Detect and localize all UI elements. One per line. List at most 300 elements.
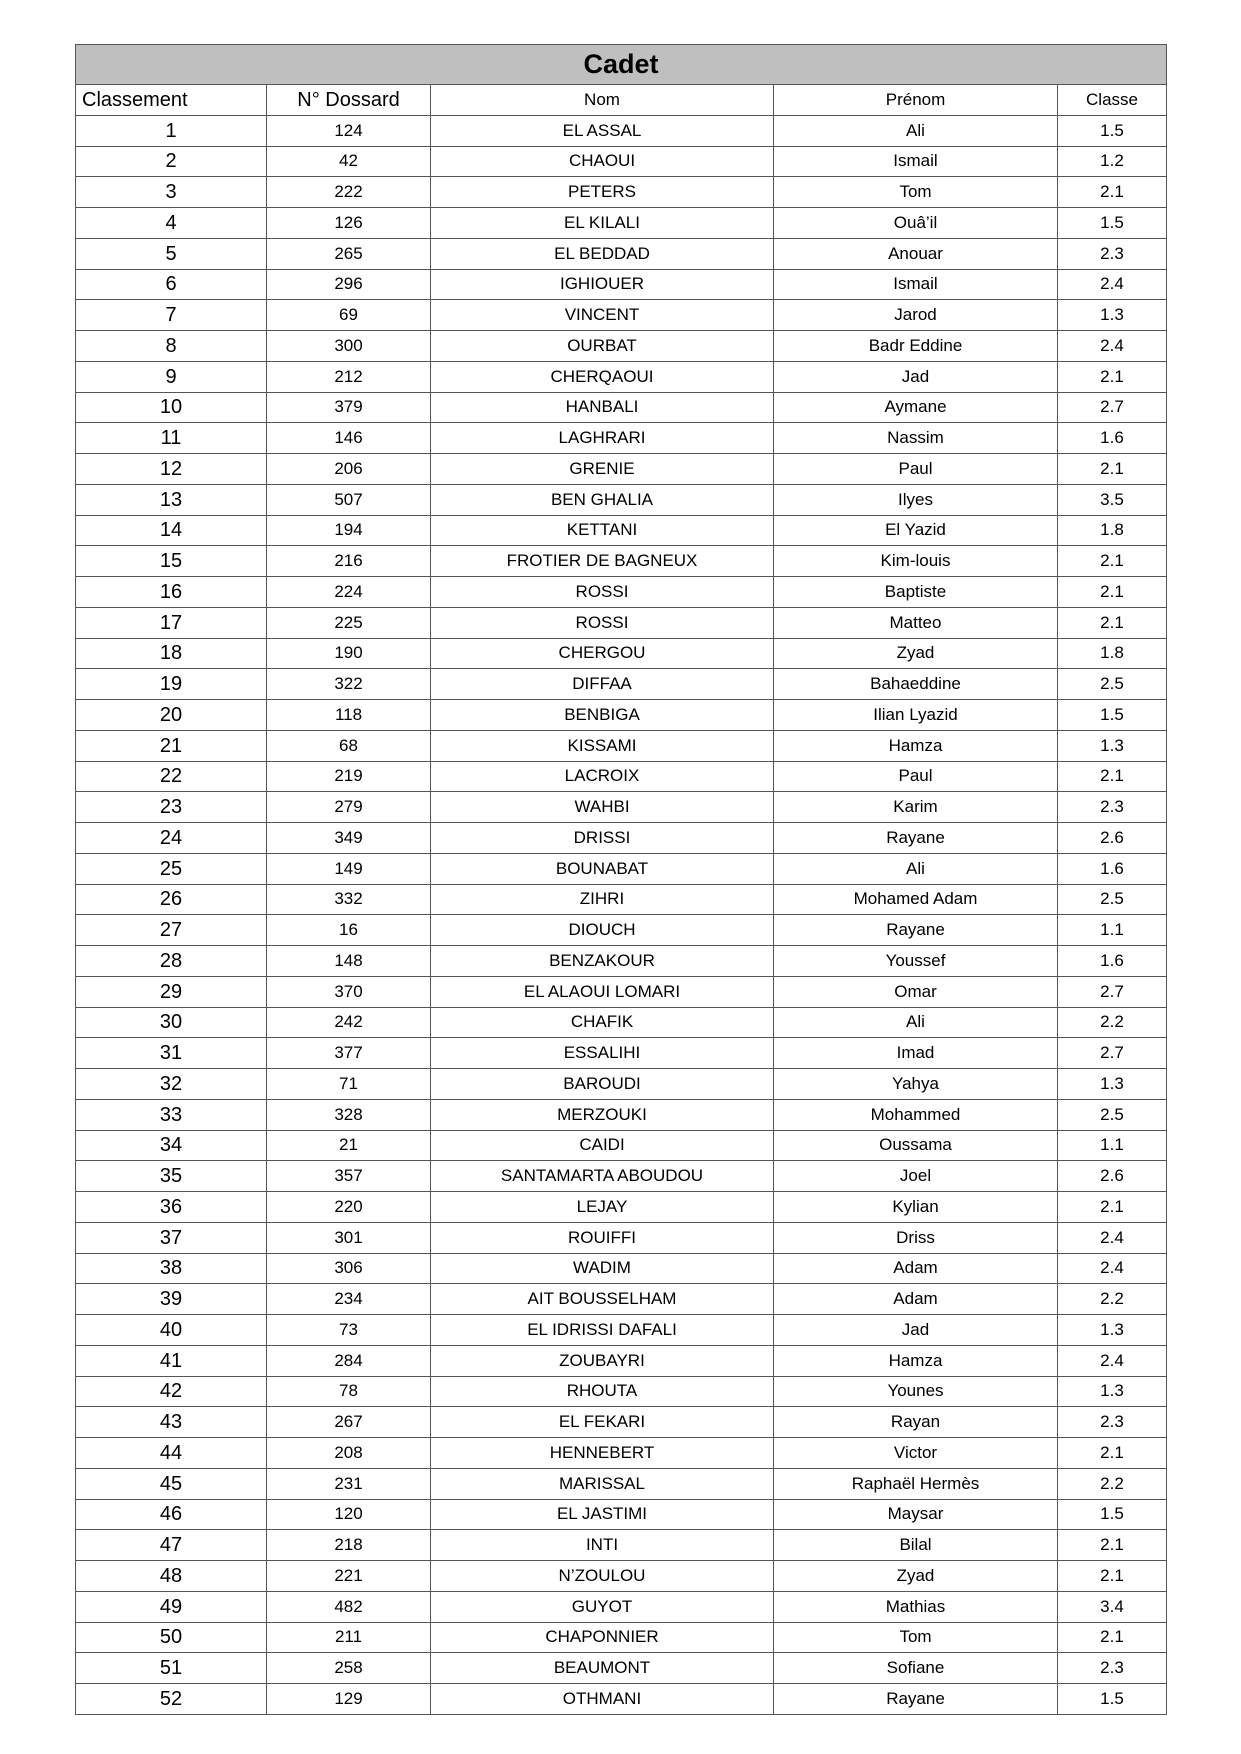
table-row — [76, 1007, 1167, 1038]
table-row — [76, 730, 1167, 761]
cell-last-name: ROSSI — [431, 577, 774, 608]
cell-rank: 13 — [76, 484, 267, 515]
cell-first-name: Maysar — [774, 1499, 1058, 1530]
cell-last-name: VINCENT — [431, 300, 774, 331]
cell-bib: 129 — [267, 1684, 431, 1715]
table-row — [76, 1376, 1167, 1407]
cell-last-name: GRENIE — [431, 454, 774, 485]
table-row — [76, 515, 1167, 546]
cell-first-name: Kylian — [774, 1192, 1058, 1223]
cell-bib: 507 — [267, 484, 431, 515]
cell-last-name: EL KILALI — [431, 208, 774, 239]
cell-last-name: CHERGOU — [431, 638, 774, 669]
cell-bib: 149 — [267, 853, 431, 884]
cell-bib: 279 — [267, 792, 431, 823]
cell-bib: 224 — [267, 577, 431, 608]
table-row — [76, 1684, 1167, 1715]
cell-first-name: Kim-louis — [774, 546, 1058, 577]
cell-rank: 50 — [76, 1622, 267, 1653]
cell-bib: 146 — [267, 423, 431, 454]
table-row — [76, 1468, 1167, 1499]
cell-rank: 33 — [76, 1099, 267, 1130]
cell-class: 2.1 — [1058, 361, 1167, 392]
cell-class: 1.3 — [1058, 1376, 1167, 1407]
cell-rank: 10 — [76, 392, 267, 423]
cell-first-name: Oussama — [774, 1130, 1058, 1161]
cell-rank: 14 — [76, 515, 267, 546]
cell-rank: 27 — [76, 915, 267, 946]
cell-last-name: ROUIFFI — [431, 1222, 774, 1253]
cell-last-name: BOUNABAT — [431, 853, 774, 884]
cell-rank: 47 — [76, 1530, 267, 1561]
cell-class: 2.1 — [1058, 761, 1167, 792]
cell-rank: 25 — [76, 853, 267, 884]
cell-rank: 2 — [76, 146, 267, 177]
cell-class: 1.5 — [1058, 700, 1167, 731]
cell-class: 2.1 — [1058, 1192, 1167, 1223]
cell-last-name: EL ALAOUI LOMARI — [431, 976, 774, 1007]
cell-last-name: CHAPONNIER — [431, 1622, 774, 1653]
cell-last-name: BEN GHALIA — [431, 484, 774, 515]
cell-rank: 11 — [76, 423, 267, 454]
cell-bib: 206 — [267, 454, 431, 485]
cell-first-name: Ismail — [774, 146, 1058, 177]
cell-class: 1.5 — [1058, 1684, 1167, 1715]
table-row — [76, 115, 1167, 146]
cell-rank: 17 — [76, 607, 267, 638]
cell-last-name: AIT BOUSSELHAM — [431, 1284, 774, 1315]
cell-last-name: MERZOUKI — [431, 1099, 774, 1130]
cell-rank: 41 — [76, 1345, 267, 1376]
cell-last-name: ESSALIHI — [431, 1038, 774, 1069]
cell-class: 2.1 — [1058, 1561, 1167, 1592]
table-row — [76, 823, 1167, 854]
cell-bib: 148 — [267, 946, 431, 977]
header-bib: N° Dossard — [267, 85, 431, 116]
cell-bib: 234 — [267, 1284, 431, 1315]
cell-class: 1.1 — [1058, 915, 1167, 946]
cell-first-name: Imad — [774, 1038, 1058, 1069]
cell-first-name: Paul — [774, 761, 1058, 792]
cell-first-name: Ali — [774, 115, 1058, 146]
cell-class: 2.4 — [1058, 1222, 1167, 1253]
cell-class: 2.4 — [1058, 1345, 1167, 1376]
cell-bib: 218 — [267, 1530, 431, 1561]
table-row — [76, 700, 1167, 731]
cell-class: 2.1 — [1058, 546, 1167, 577]
cell-last-name: CAIDI — [431, 1130, 774, 1161]
cell-bib: 21 — [267, 1130, 431, 1161]
cell-first-name: Youssef — [774, 946, 1058, 977]
cell-first-name: Mohammed — [774, 1099, 1058, 1130]
cell-first-name: Bahaeddine — [774, 669, 1058, 700]
table-row — [76, 238, 1167, 269]
cell-first-name: Paul — [774, 454, 1058, 485]
cell-bib: 300 — [267, 331, 431, 362]
cell-class: 1.3 — [1058, 1069, 1167, 1100]
cell-last-name: IGHIOUER — [431, 269, 774, 300]
cell-bib: 16 — [267, 915, 431, 946]
table-row — [76, 946, 1167, 977]
cell-first-name: Omar — [774, 976, 1058, 1007]
table-row — [76, 1099, 1167, 1130]
cell-bib: 120 — [267, 1499, 431, 1530]
cell-class: 1.1 — [1058, 1130, 1167, 1161]
cell-first-name: Badr Eddine — [774, 331, 1058, 362]
table-row — [76, 884, 1167, 915]
cell-class: 1.3 — [1058, 300, 1167, 331]
cell-first-name: Jad — [774, 361, 1058, 392]
table-row — [76, 577, 1167, 608]
cell-first-name: Baptiste — [774, 577, 1058, 608]
cell-rank: 35 — [76, 1161, 267, 1192]
table-row — [76, 792, 1167, 823]
cell-bib: 42 — [267, 146, 431, 177]
cell-class: 1.8 — [1058, 638, 1167, 669]
cell-first-name: Victor — [774, 1438, 1058, 1469]
cell-last-name: INTI — [431, 1530, 774, 1561]
header-row — [76, 85, 1167, 116]
cell-last-name: CHERQAOUI — [431, 361, 774, 392]
cell-rank: 5 — [76, 238, 267, 269]
cell-class: 3.4 — [1058, 1591, 1167, 1622]
table-row — [76, 1591, 1167, 1622]
table-row — [76, 1038, 1167, 1069]
cell-last-name: KISSAMI — [431, 730, 774, 761]
cell-last-name: GUYOT — [431, 1591, 774, 1622]
table-row — [76, 1315, 1167, 1346]
cell-class: 1.6 — [1058, 423, 1167, 454]
cell-rank: 12 — [76, 454, 267, 485]
cell-class: 1.8 — [1058, 515, 1167, 546]
table-row — [76, 976, 1167, 1007]
cell-last-name: RHOUTA — [431, 1376, 774, 1407]
cell-bib: 349 — [267, 823, 431, 854]
cell-class: 2.7 — [1058, 976, 1167, 1007]
table-row — [76, 1192, 1167, 1223]
cell-last-name: BEAUMONT — [431, 1653, 774, 1684]
cell-last-name: DRISSI — [431, 823, 774, 854]
cell-class: 2.1 — [1058, 1622, 1167, 1653]
cell-bib: 377 — [267, 1038, 431, 1069]
cell-bib: 71 — [267, 1069, 431, 1100]
cell-bib: 216 — [267, 546, 431, 577]
cell-bib: 208 — [267, 1438, 431, 1469]
table-row — [76, 1530, 1167, 1561]
cell-rank: 31 — [76, 1038, 267, 1069]
table-row — [76, 1222, 1167, 1253]
cell-bib: 219 — [267, 761, 431, 792]
cell-first-name: Joel — [774, 1161, 1058, 1192]
cell-class: 1.5 — [1058, 1499, 1167, 1530]
cell-class: 2.3 — [1058, 1653, 1167, 1684]
cell-class: 2.1 — [1058, 1438, 1167, 1469]
cell-first-name: Mohamed Adam — [774, 884, 1058, 915]
cell-bib: 126 — [267, 208, 431, 239]
cell-rank: 26 — [76, 884, 267, 915]
cell-first-name: El Yazid — [774, 515, 1058, 546]
cell-rank: 8 — [76, 331, 267, 362]
table-row — [76, 454, 1167, 485]
cell-bib: 306 — [267, 1253, 431, 1284]
cell-first-name: Younes — [774, 1376, 1058, 1407]
cell-rank: 28 — [76, 946, 267, 977]
cell-bib: 221 — [267, 1561, 431, 1592]
cell-rank: 9 — [76, 361, 267, 392]
cell-last-name: HANBALI — [431, 392, 774, 423]
cell-first-name: Driss — [774, 1222, 1058, 1253]
cell-class: 2.1 — [1058, 607, 1167, 638]
cell-bib: 357 — [267, 1161, 431, 1192]
cell-class: 2.4 — [1058, 1253, 1167, 1284]
cell-rank: 18 — [76, 638, 267, 669]
cell-rank: 37 — [76, 1222, 267, 1253]
cell-rank: 15 — [76, 546, 267, 577]
cell-bib: 328 — [267, 1099, 431, 1130]
cell-rank: 32 — [76, 1069, 267, 1100]
cell-bib: 265 — [267, 238, 431, 269]
cell-last-name: MARISSAL — [431, 1468, 774, 1499]
cell-class: 2.1 — [1058, 177, 1167, 208]
cell-rank: 39 — [76, 1284, 267, 1315]
table-row — [76, 1622, 1167, 1653]
cell-bib: 370 — [267, 976, 431, 1007]
cell-last-name: OURBAT — [431, 331, 774, 362]
cell-first-name: Adam — [774, 1284, 1058, 1315]
cell-last-name: HENNEBERT — [431, 1438, 774, 1469]
cell-last-name: BENBIGA — [431, 700, 774, 731]
table-row — [76, 146, 1167, 177]
cell-first-name: Tom — [774, 177, 1058, 208]
header-first-name: Prénom — [774, 85, 1058, 116]
cell-bib: 296 — [267, 269, 431, 300]
cell-bib: 322 — [267, 669, 431, 700]
cell-last-name: BAROUDI — [431, 1069, 774, 1100]
cell-class: 2.6 — [1058, 1161, 1167, 1192]
cell-last-name: LAGHRARI — [431, 423, 774, 454]
cell-last-name: ZOUBAYRI — [431, 1345, 774, 1376]
cell-bib: 73 — [267, 1315, 431, 1346]
cell-last-name: FROTIER DE BAGNEUX — [431, 546, 774, 577]
cell-first-name: Adam — [774, 1253, 1058, 1284]
table-row — [76, 1653, 1167, 1684]
table-row — [76, 1284, 1167, 1315]
cell-rank: 45 — [76, 1468, 267, 1499]
cell-rank: 6 — [76, 269, 267, 300]
cell-class: 2.2 — [1058, 1468, 1167, 1499]
cell-class: 2.6 — [1058, 823, 1167, 854]
table-row — [76, 269, 1167, 300]
cell-first-name: Anouar — [774, 238, 1058, 269]
cell-last-name: ZIHRI — [431, 884, 774, 915]
cell-last-name: EL BEDDAD — [431, 238, 774, 269]
table-row — [76, 1161, 1167, 1192]
cell-first-name: Rayane — [774, 823, 1058, 854]
header-last-name: Nom — [431, 85, 774, 116]
cell-rank: 44 — [76, 1438, 267, 1469]
table-row — [76, 1438, 1167, 1469]
cell-rank: 51 — [76, 1653, 267, 1684]
table-title: Cadet — [76, 45, 1167, 85]
cell-class: 1.5 — [1058, 208, 1167, 239]
cell-last-name: PETERS — [431, 177, 774, 208]
cell-last-name: WAHBI — [431, 792, 774, 823]
cell-class: 1.6 — [1058, 946, 1167, 977]
cell-first-name: Ali — [774, 1007, 1058, 1038]
table-row — [76, 546, 1167, 577]
table-row — [76, 484, 1167, 515]
cell-bib: 220 — [267, 1192, 431, 1223]
cell-rank: 20 — [76, 700, 267, 731]
cell-rank: 34 — [76, 1130, 267, 1161]
table-row — [76, 1561, 1167, 1592]
cell-rank: 23 — [76, 792, 267, 823]
table-row — [76, 915, 1167, 946]
cell-class: 2.5 — [1058, 884, 1167, 915]
cell-last-name: EL FEKARI — [431, 1407, 774, 1438]
cell-rank: 42 — [76, 1376, 267, 1407]
cell-first-name: Nassim — [774, 423, 1058, 454]
table-row — [76, 761, 1167, 792]
cell-rank: 19 — [76, 669, 267, 700]
cell-bib: 190 — [267, 638, 431, 669]
table-row — [76, 1253, 1167, 1284]
cell-first-name: Sofiane — [774, 1653, 1058, 1684]
cell-class: 2.3 — [1058, 238, 1167, 269]
cell-first-name: Jarod — [774, 300, 1058, 331]
cell-last-name: KETTANI — [431, 515, 774, 546]
cell-last-name: EL ASSAL — [431, 115, 774, 146]
table-row — [76, 300, 1167, 331]
cell-first-name: Zyad — [774, 1561, 1058, 1592]
cell-first-name: Raphaël Hermès — [774, 1468, 1058, 1499]
table-row — [76, 331, 1167, 362]
cell-rank: 38 — [76, 1253, 267, 1284]
cell-bib: 225 — [267, 607, 431, 638]
cell-first-name: Ilian Lyazid — [774, 700, 1058, 731]
cell-last-name: DIFFAA — [431, 669, 774, 700]
cell-last-name: WADIM — [431, 1253, 774, 1284]
cell-first-name: Ismail — [774, 269, 1058, 300]
cell-rank: 29 — [76, 976, 267, 1007]
cell-bib: 78 — [267, 1376, 431, 1407]
cell-rank: 48 — [76, 1561, 267, 1592]
table-row — [76, 853, 1167, 884]
cell-first-name: Yahya — [774, 1069, 1058, 1100]
cell-rank: 21 — [76, 730, 267, 761]
table-row — [76, 669, 1167, 700]
cell-first-name: Aymane — [774, 392, 1058, 423]
cell-rank: 22 — [76, 761, 267, 792]
cell-bib: 258 — [267, 1653, 431, 1684]
cell-rank: 4 — [76, 208, 267, 239]
cell-class: 3.5 — [1058, 484, 1167, 515]
table-row — [76, 1407, 1167, 1438]
table-row — [76, 1130, 1167, 1161]
cell-first-name: Rayane — [774, 915, 1058, 946]
cell-last-name: OTHMANI — [431, 1684, 774, 1715]
cell-bib: 194 — [267, 515, 431, 546]
table-row — [76, 638, 1167, 669]
cell-class: 2.1 — [1058, 577, 1167, 608]
cell-last-name: SANTAMARTA ABOUDOU — [431, 1161, 774, 1192]
cell-class: 2.4 — [1058, 331, 1167, 362]
cell-bib: 231 — [267, 1468, 431, 1499]
cell-bib: 124 — [267, 115, 431, 146]
cell-rank: 46 — [76, 1499, 267, 1530]
cell-last-name: ROSSI — [431, 607, 774, 638]
cell-last-name: EL JASTIMI — [431, 1499, 774, 1530]
cell-class: 2.5 — [1058, 1099, 1167, 1130]
cell-first-name: Matteo — [774, 607, 1058, 638]
cell-class: 1.3 — [1058, 1315, 1167, 1346]
table-row — [76, 1345, 1167, 1376]
cell-bib: 118 — [267, 700, 431, 731]
cell-bib: 379 — [267, 392, 431, 423]
header-rank: Classement — [76, 85, 267, 116]
cell-last-name: EL IDRISSI DAFALI — [431, 1315, 774, 1346]
table-row — [76, 177, 1167, 208]
cell-first-name: Rayane — [774, 1684, 1058, 1715]
results-body — [76, 115, 1167, 1714]
cell-class: 1.2 — [1058, 146, 1167, 177]
cell-class: 2.7 — [1058, 1038, 1167, 1069]
cell-last-name: BENZAKOUR — [431, 946, 774, 977]
cell-last-name: LEJAY — [431, 1192, 774, 1223]
cell-bib: 267 — [267, 1407, 431, 1438]
cell-class: 1.3 — [1058, 730, 1167, 761]
cell-bib: 211 — [267, 1622, 431, 1653]
cell-first-name: Hamza — [774, 1345, 1058, 1376]
cell-rank: 40 — [76, 1315, 267, 1346]
cell-rank: 30 — [76, 1007, 267, 1038]
table-row — [76, 392, 1167, 423]
table-row — [76, 423, 1167, 454]
cell-last-name: LACROIX — [431, 761, 774, 792]
cell-rank: 16 — [76, 577, 267, 608]
cell-last-name: DIOUCH — [431, 915, 774, 946]
cell-first-name: Ouâ’il — [774, 208, 1058, 239]
cell-class: 2.5 — [1058, 669, 1167, 700]
cell-rank: 36 — [76, 1192, 267, 1223]
cell-class: 2.1 — [1058, 454, 1167, 485]
cell-bib: 301 — [267, 1222, 431, 1253]
cell-first-name: Zyad — [774, 638, 1058, 669]
cell-class: 2.2 — [1058, 1007, 1167, 1038]
cell-first-name: Rayan — [774, 1407, 1058, 1438]
cell-bib: 69 — [267, 300, 431, 331]
cell-bib: 212 — [267, 361, 431, 392]
cell-bib: 68 — [267, 730, 431, 761]
table-row — [76, 607, 1167, 638]
cell-first-name: Jad — [774, 1315, 1058, 1346]
cell-rank: 49 — [76, 1591, 267, 1622]
title-row — [76, 45, 1167, 85]
cell-first-name: Tom — [774, 1622, 1058, 1653]
cell-class: 1.6 — [1058, 853, 1167, 884]
cell-last-name: N’ZOULOU — [431, 1561, 774, 1592]
header-class: Classe — [1058, 85, 1167, 116]
cell-bib: 284 — [267, 1345, 431, 1376]
cell-first-name: Ilyes — [774, 484, 1058, 515]
table-row — [76, 1499, 1167, 1530]
cell-class: 2.1 — [1058, 1530, 1167, 1561]
cell-bib: 332 — [267, 884, 431, 915]
table-row — [76, 1069, 1167, 1100]
results-table — [75, 44, 1167, 1715]
cell-last-name: CHAFIK — [431, 1007, 774, 1038]
table-row — [76, 361, 1167, 392]
